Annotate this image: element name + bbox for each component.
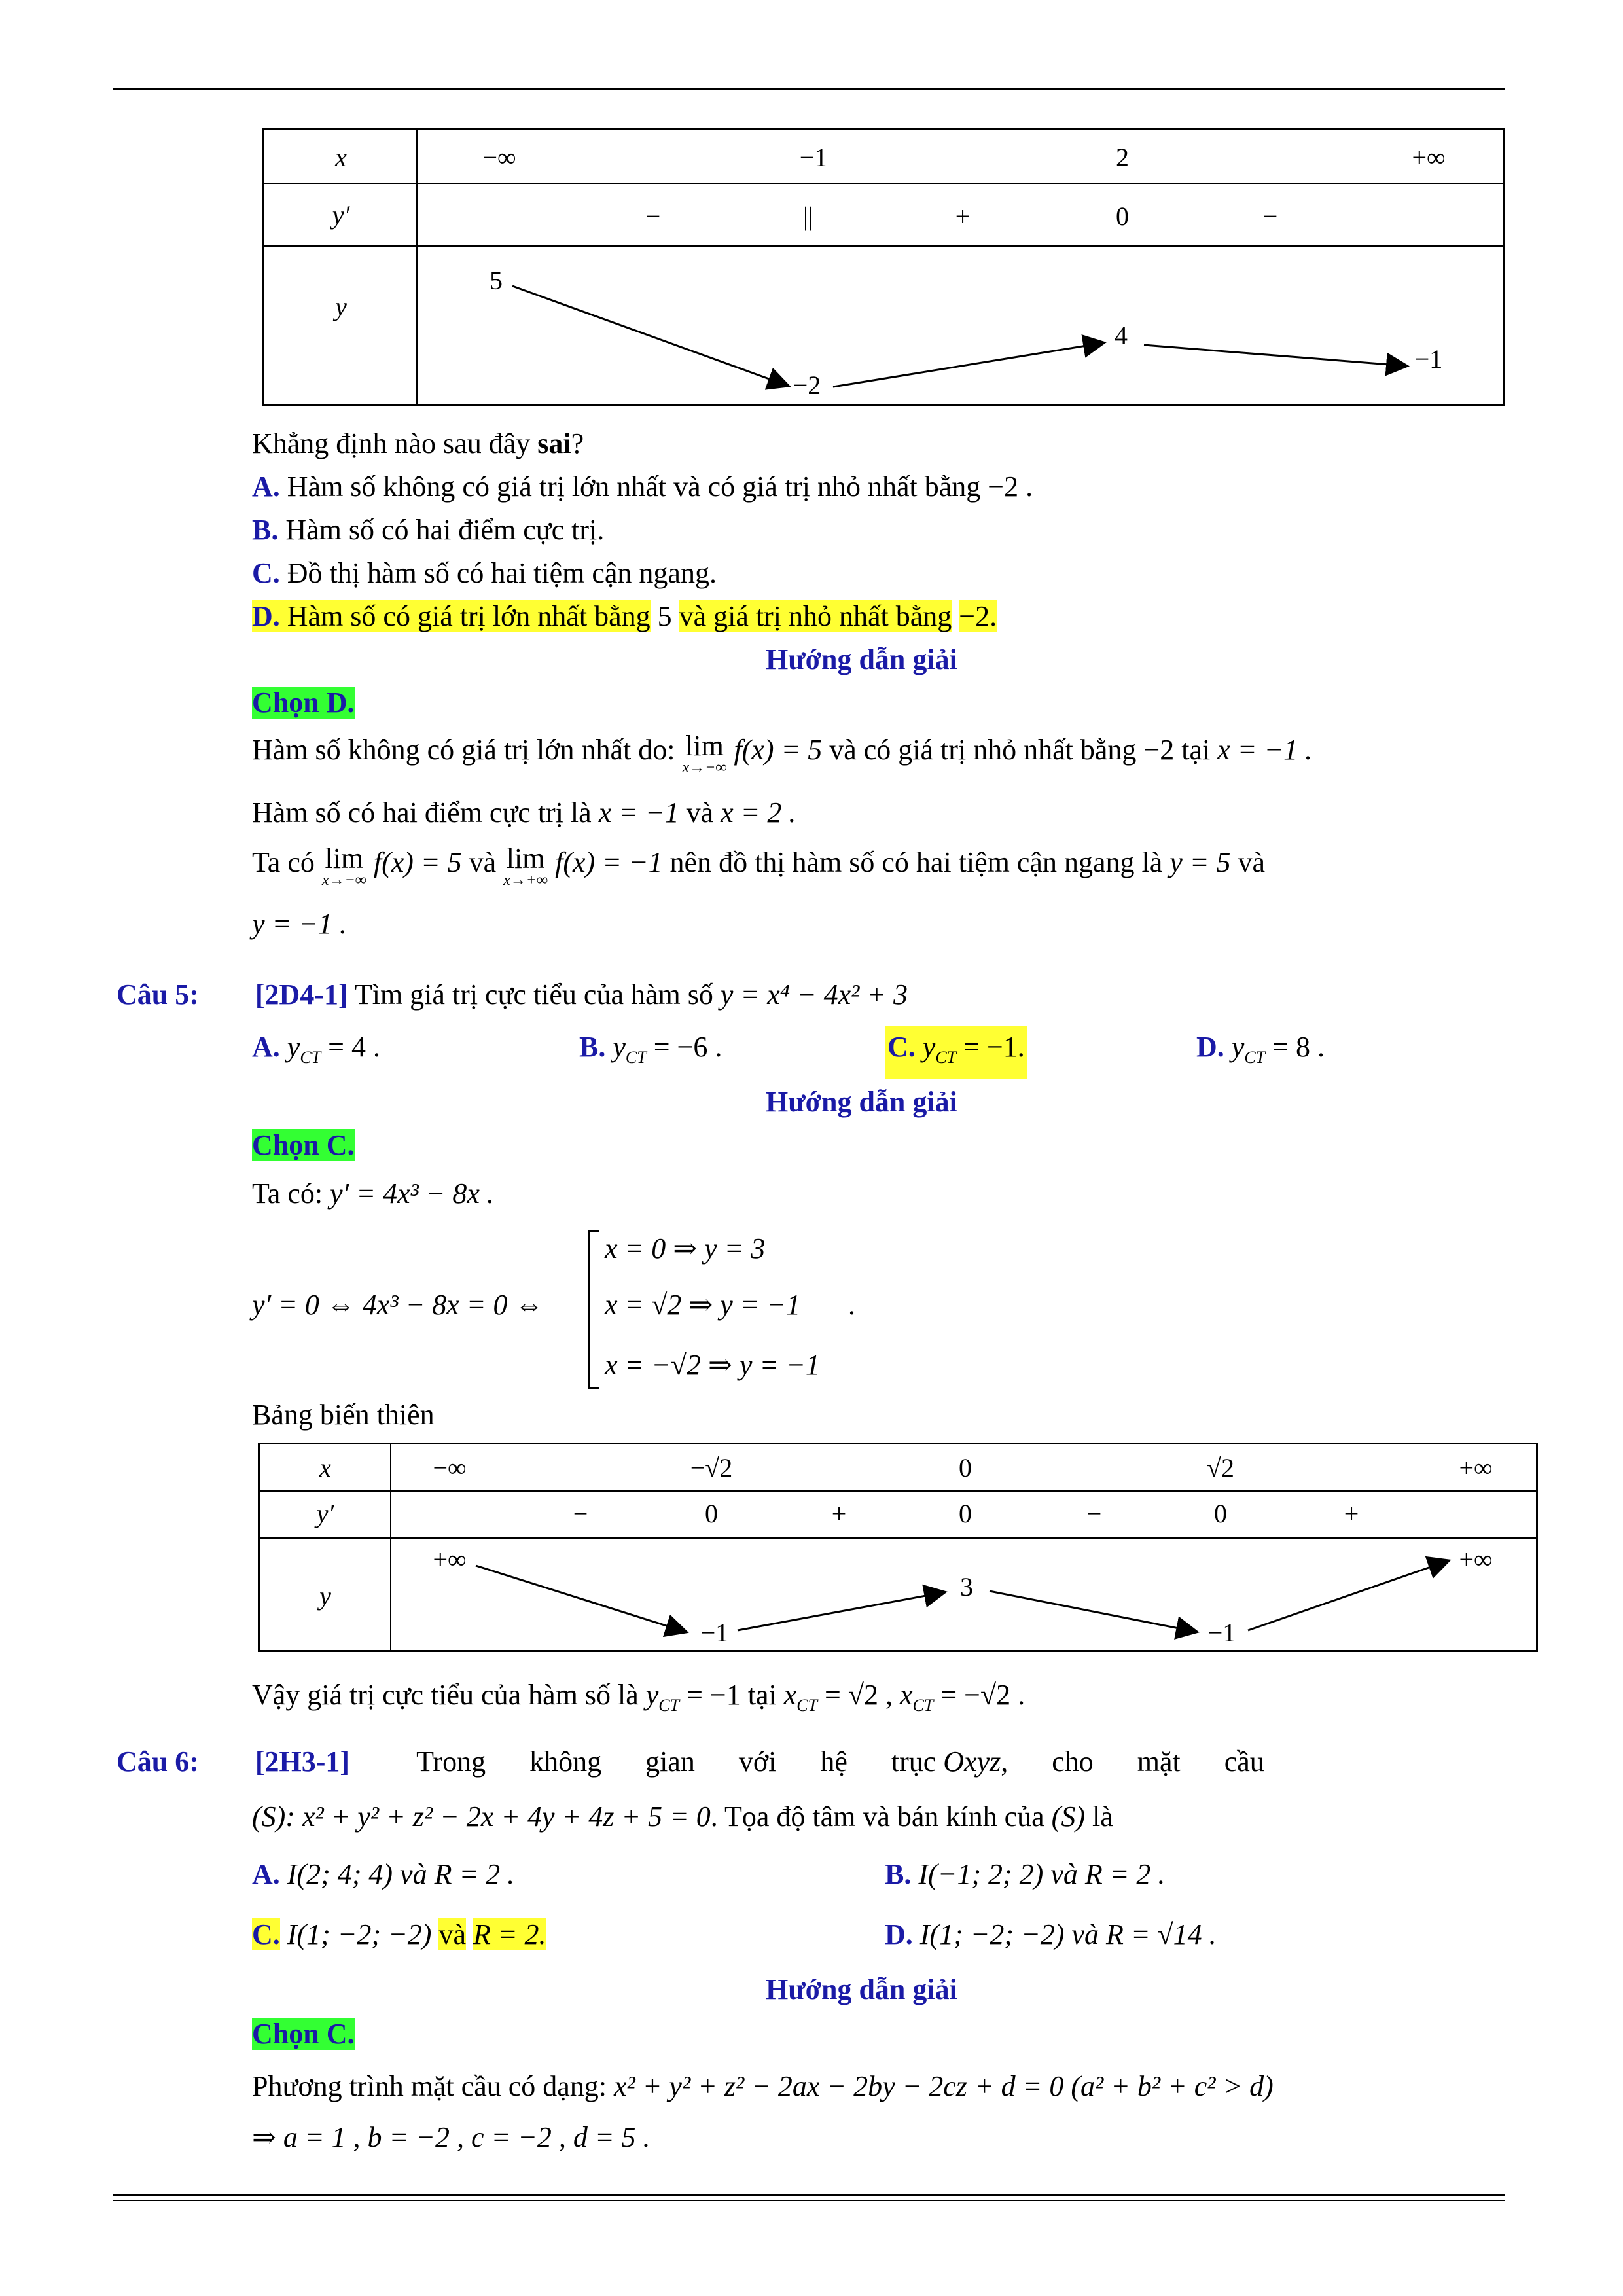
t2-label-y: y xyxy=(319,1581,331,1611)
t2-yp-2: + xyxy=(831,1499,847,1528)
variation-table-2 xyxy=(258,1443,1538,1652)
q5-bbt-label: Bảng biến thiên xyxy=(252,1399,435,1431)
t2-yp-4: − xyxy=(1086,1499,1102,1528)
q6-choice: Chọn C. xyxy=(252,2018,355,2050)
t1-yp-1: || xyxy=(802,202,814,231)
q4-guide-heading: Hướng dẫn giải xyxy=(766,643,957,675)
t1-x-2: 2 xyxy=(1116,143,1129,172)
q5-case-2: x = √2 ⇒ y = −1 xyxy=(605,1289,801,1321)
t2-y-1: −1 xyxy=(700,1618,729,1647)
t1-arrows xyxy=(264,130,1507,408)
q6-option-a: A. I(2; 4; 4) và R = 2 . xyxy=(252,1858,515,1890)
q4-option-a: A. Hàm số không có giá trị lớn nhất và có giá trị nhỏ nhất bằng −2 . xyxy=(252,471,1033,503)
t1-label-x: x xyxy=(335,143,347,172)
t2-y-3: −1 xyxy=(1207,1618,1236,1647)
q6-solution-line-1: Phương trình mặt cầu có dạng: x² + y² + z² − 2ax − 2by − 2cz + d = 0 (a² + b² + c² > d) xyxy=(252,2070,1274,2102)
t1-x-1: −1 xyxy=(799,143,828,172)
t1-y-1: −2 xyxy=(793,370,821,400)
t2-x-2: 0 xyxy=(959,1453,972,1482)
q6-stem-line-1: Câu 6: [2H3-1] Trong không gian với hệ trục Oxyz, cho mặt cầu xyxy=(116,1746,1264,1778)
footer-rule-thick xyxy=(113,2194,1505,2196)
t2-y-2: 3 xyxy=(960,1572,973,1602)
t2-x-1: −√2 xyxy=(690,1453,733,1482)
q6-stem-line-2: (S): x² + y² + z² − 2x + 4y + 4z + 5 = 0. Tọa độ tâm và bán kính của (S) là xyxy=(252,1801,1113,1833)
q5-stem: Câu 5: [2D4-1] Tìm giá trị cực tiểu của hàm số y = x⁴ − 4x² + 3 xyxy=(116,978,908,1011)
t1-label-yprime: y′ xyxy=(332,200,350,230)
t2-yp-1: 0 xyxy=(705,1499,718,1528)
t2-yp-6: + xyxy=(1344,1499,1359,1528)
q4-choice: Chọn D. xyxy=(252,687,355,719)
variation-table-1 xyxy=(262,128,1505,406)
q5-option-c: C. $y_{CT} = -1$. xyxy=(885,1026,1027,1079)
q4-option-d: D. Hàm số có giá trị lớn nhất bằng 5 và giá trị nhỏ nhất bằng −2. xyxy=(252,600,997,632)
q4-solution-line-1: Hàm số không có giá trị lớn nhất do: lim x→−∞ f(x) = 5 và có giá trị nhỏ nhất bằng −2 tại x = −1 . xyxy=(252,730,1313,776)
q4-solution-line-2: Hàm số có hai điểm cực trị là x = −1 và x = 2 . xyxy=(252,797,796,829)
footer-rule-thin xyxy=(113,2200,1505,2201)
t2-y-4: +∞ xyxy=(1459,1545,1493,1574)
t1-y-2: 4 xyxy=(1115,321,1128,350)
t2-x-4: +∞ xyxy=(1459,1453,1493,1482)
q4-solution-line-4: y = −1 . xyxy=(252,908,347,940)
t2-yp-0: − xyxy=(573,1499,588,1528)
q5-case-bracket xyxy=(588,1230,599,1389)
t2-x-3: √2 xyxy=(1207,1453,1234,1482)
q5-case-1: x = 0 ⇒ y = 3 xyxy=(605,1232,766,1265)
q5-equation: y′ = 0 ⇔ 4x³ − 8x = 0 ⇔ xyxy=(252,1289,544,1321)
t1-yp-3: 0 xyxy=(1116,202,1129,231)
q5-choice: Chọn C. xyxy=(252,1129,355,1161)
q4-solution-line-3: Ta có lim x→−∞ f(x) = 5 và lim x→+∞ f(x) = −1 nên đồ thị hàm số có hai tiệm cận ngang là y = 5 và xyxy=(252,842,1265,889)
q5-option-b: B. $y_{CT} = -6$ . xyxy=(579,1031,722,1067)
t2-yp-3: 0 xyxy=(959,1499,972,1528)
t2-yp-5: 0 xyxy=(1214,1499,1227,1528)
t2-x-0: −∞ xyxy=(433,1453,467,1482)
q5-guide-heading: Hướng dẫn giải xyxy=(766,1086,957,1118)
t1-y-3: −1 xyxy=(1414,344,1443,374)
t2-label-yprime: y′ xyxy=(316,1499,334,1528)
q4-question: Khẳng định nào sau đây sai? xyxy=(252,427,584,459)
q5-option-a: A. $y_{CT} = 4$ . xyxy=(252,1031,380,1067)
header-rule xyxy=(113,88,1505,90)
q6-option-c: C. I(1; −2; −2) và R = 2. xyxy=(252,1918,546,1950)
q6-guide-heading: Hướng dẫn giải xyxy=(766,1973,957,2005)
t1-yp-2: + xyxy=(955,202,971,231)
t2-label-x: x xyxy=(319,1453,331,1482)
q5-conclusion: Vậy giá trị cực tiểu của hàm số là $y_{CT} = -1$ tại $x_{CT} = √2$ , $x_{CT} = -√2$ . xyxy=(252,1679,1026,1715)
q5-derivative: Ta có: y′ = 4x³ − 8x . xyxy=(252,1177,494,1210)
t1-x-3: +∞ xyxy=(1412,143,1446,172)
t2-y-0: +∞ xyxy=(433,1545,467,1574)
q6-option-d: D. I(1; −2; −2) và R = √14 . xyxy=(885,1918,1217,1950)
t1-x-0: −∞ xyxy=(482,143,516,172)
t2-arrows xyxy=(260,1444,1540,1654)
q4-option-c: C. Đồ thị hàm số có hai tiệm cận ngang. xyxy=(252,557,717,589)
t1-yp-0: − xyxy=(645,202,661,231)
q4-option-b: B. Hàm số có hai điểm cực trị. xyxy=(252,514,605,546)
t1-yp-4: − xyxy=(1262,202,1278,231)
q5-case-dot: . xyxy=(848,1289,855,1321)
q6-option-b: B. I(−1; 2; 2) và R = 2 . xyxy=(885,1858,1166,1890)
q5-option-d: D. $y_{CT} = 8$ . xyxy=(1196,1031,1325,1067)
q6-solution-line-2: ⇒ a = 1 , b = −2 , c = −2 , d = 5 . xyxy=(252,2121,651,2153)
q5-case-3: x = −√2 ⇒ y = −1 xyxy=(605,1349,820,1381)
t1-y-0: 5 xyxy=(490,266,503,295)
t1-label-y: y xyxy=(335,292,347,321)
